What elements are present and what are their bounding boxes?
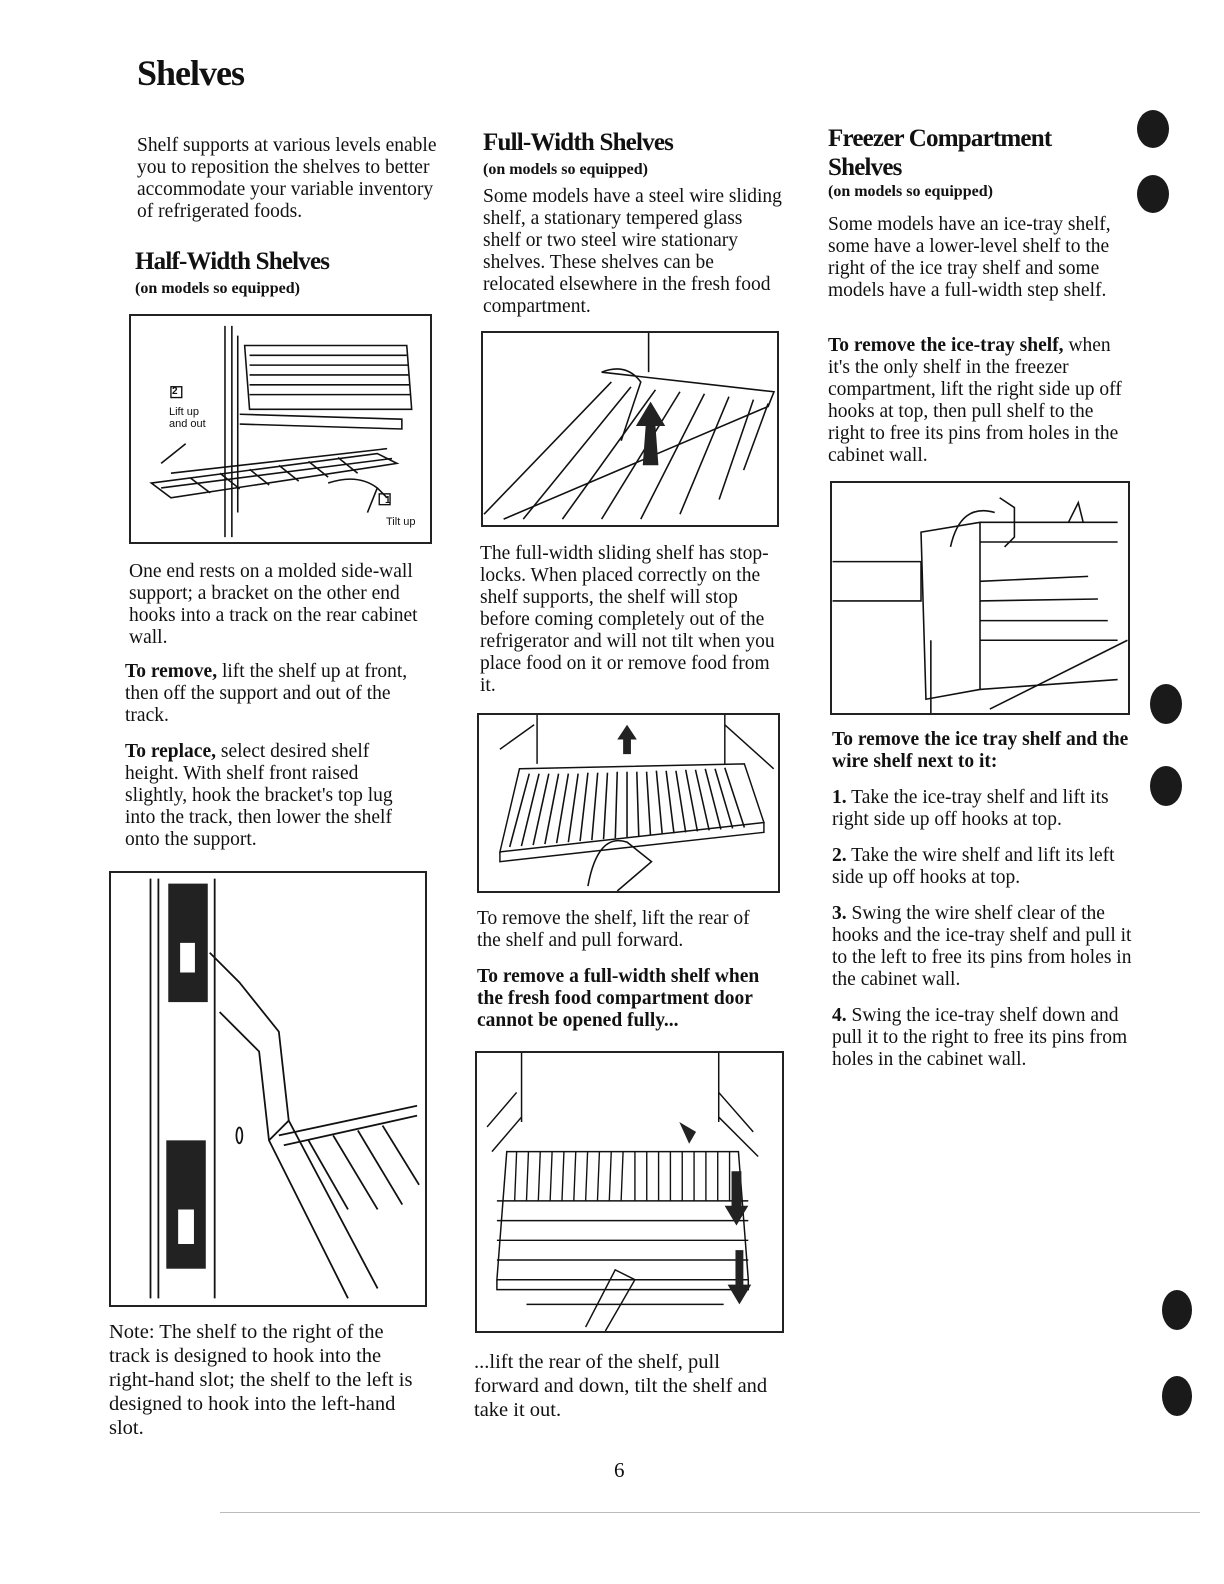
sliding-shelf-illustration [483, 333, 777, 525]
binder-hole [1137, 175, 1169, 213]
page-number: 6 [614, 1458, 625, 1482]
step-number: 4. [832, 1005, 847, 1026]
half-width-shelf-figure [129, 314, 432, 544]
freezer-intro: Some models have an ice-tray shelf, some have a lower-level shelf to the right of the ice tray shelf and some models have a full-width step shelf. [828, 214, 1111, 301]
step-number: 3. [832, 903, 847, 924]
page-title: Shelves [137, 53, 245, 93]
step-text: Take the ice-tray shelf and lift its right side up off hooks at top. [832, 787, 1109, 830]
remove-ice-tray-instructions [828, 335, 1123, 467]
remove-shelf-text: To remove the shelf, lift the rear of the shelf and pull forward. [477, 908, 750, 951]
full-width-subheading: (on models so equipped) [483, 161, 648, 178]
tilt-shelf-figure [475, 1051, 784, 1333]
replace-instructions [125, 741, 425, 851]
remove-instructions [125, 661, 420, 727]
removal-step [832, 787, 1137, 831]
replace-lead: To replace, [125, 741, 216, 762]
bottom-divider [220, 1512, 1200, 1513]
track-bracket-figure [109, 871, 427, 1307]
binder-hole [1150, 684, 1182, 724]
remove-text: lift the shelf up at front, then off the support and out of the track. [125, 661, 408, 726]
removal-steps-list [832, 787, 1137, 1071]
ice-tray-shelf-figure [830, 481, 1130, 715]
remove-ice-tray-text: when it's the only shelf in the freezer compartment, lift the right side up off hooks at top, then pull shelf to the right to free its pins from holes in the cabinet wall. [828, 335, 1122, 466]
full-width-intro: Some models have a steel wire sliding shelf, a stationary tempered glass shelf or two steel wire stationary shelves. These shelves can be relocated elsewhere in the fresh food compartment. [483, 186, 782, 317]
binder-hole [1162, 1376, 1192, 1416]
step-text: Swing the wire shelf clear of the hooks and the ice-tray shelf and pull it to the left to free its pins from holes in the cabinet wall. [832, 903, 1132, 990]
step-number: 1. [832, 787, 847, 808]
binder-hole [1150, 766, 1182, 806]
full-width-heading: Full-Width Shelves [483, 129, 674, 156]
sliding-shelf-figure [481, 331, 779, 527]
step-2-label: 2 [172, 386, 178, 397]
freezer-subheading: (on models so equipped) [828, 183, 993, 200]
removal-step [832, 1005, 1137, 1071]
lift-rear-figure [477, 713, 780, 893]
track-bracket-illustration [111, 873, 425, 1305]
sliding-shelf-text: The full-width sliding shelf has stop-locks. When placed correctly on the shelf supports, the shelf will stop before coming completely out of the refrigerator and will not tilt when you place food on it or remove food from it. [480, 543, 775, 696]
binder-hole [1162, 1290, 1192, 1330]
col1-intro: Shelf supports at various levels enable you to reposition the shelves to better accommodate your variable inventory of refrigerated foods. [137, 135, 437, 222]
remove-both-shelves-heading: To remove the ice tray shelf and the wire shelf next to it: [832, 729, 1129, 772]
remove-full-width-heading: To remove a full-width shelf when the fresh food compartment door cannot be opened fully... [477, 966, 760, 1031]
step-1-label: 1 [385, 495, 391, 506]
lift-rear-illustration [479, 715, 778, 891]
ice-tray-shelf-illustration [832, 483, 1128, 713]
freezer-heading: Freezer Compartment Shelves [828, 125, 1052, 181]
step-number: 2. [832, 845, 847, 866]
removal-step [832, 903, 1137, 991]
half-width-heading: Half-Width Shelves [135, 248, 330, 275]
lift-rear-text: ...lift the rear of the shelf, pull forward and down, tilt the shelf and take it out. [474, 1351, 768, 1421]
remove-lead: To remove, [125, 661, 218, 682]
half-width-subheading: (on models so equipped) [135, 280, 300, 297]
replace-text: select desired shelf height. With shelf front raised slightly, hook the bracket's top lug into the track, then lower the shelf onto the support. [125, 741, 393, 850]
tilt-up-label: Tilt up [386, 516, 416, 528]
shelf-rests-text: One end rests on a molded side-wall support; a bracket on the other end hooks into a track on the rear cabinet wall. [129, 561, 418, 648]
slot-note: Note: The shelf to the right of the track is designed to hook into the right-hand slot; the shelf to the left is designed to hook into the left-hand slot. [109, 1321, 413, 1439]
tilt-shelf-illustration [477, 1053, 782, 1331]
binder-hole [1137, 110, 1169, 148]
remove-ice-tray-lead: To remove the ice-tray shelf, [828, 335, 1064, 356]
step-text: Swing the ice-tray shelf down and pull it to the right to free its pins from holes in the cabinet wall. [832, 1005, 1128, 1070]
removal-step [832, 845, 1137, 889]
step-text: Take the wire shelf and lift its left side up off hooks at top. [832, 845, 1115, 888]
lift-up-and-out-label: Lift up and out [169, 406, 206, 430]
